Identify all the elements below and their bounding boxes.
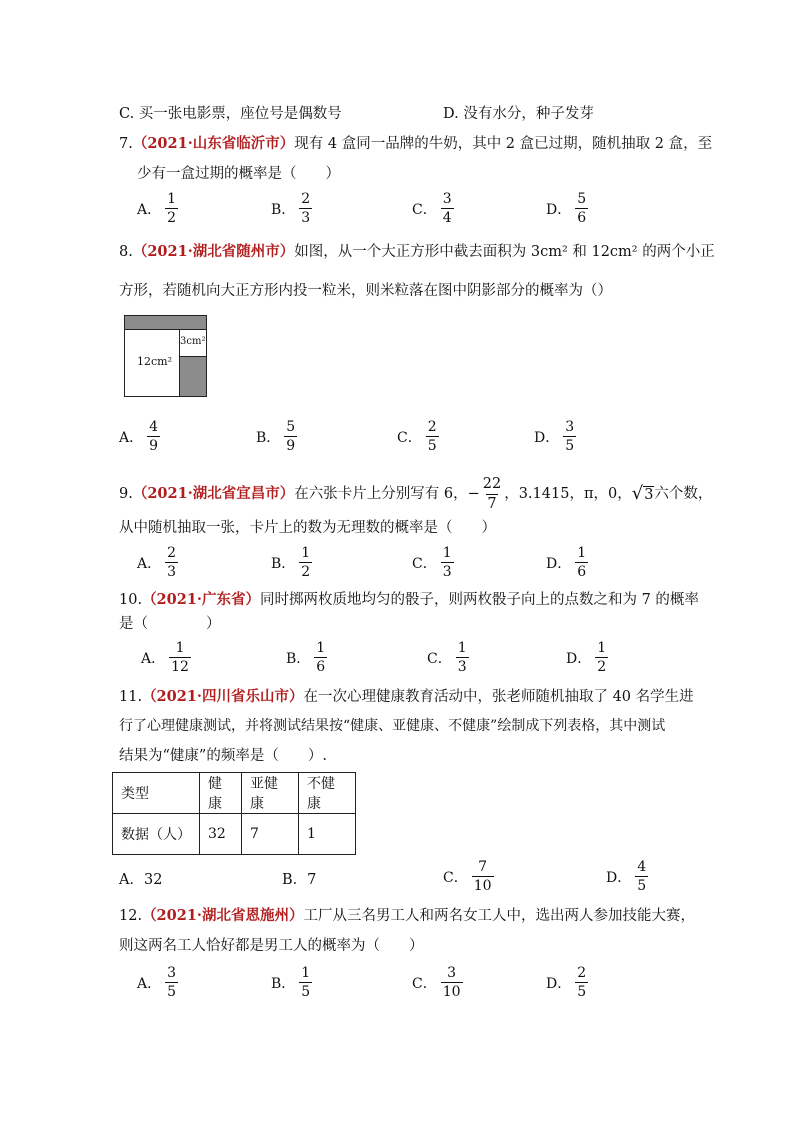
- q6-option-c: C. 买一张电影票，座位号是偶数号: [119, 106, 342, 122]
- q8-square-figure: [124, 315, 207, 397]
- option-label: C．: [412, 555, 437, 572]
- numerator: 1: [457, 640, 467, 656]
- q8-option-b: [256, 420, 297, 453]
- option-label: A．: [119, 429, 144, 446]
- denominator: 7: [487, 495, 497, 512]
- fraction: [284, 420, 297, 453]
- denominator: 12: [171, 659, 189, 675]
- q12-text1: 工厂从三名男工人和两名女工人中，选出两人参加技能大赛，: [303, 908, 695, 924]
- fraction: [575, 966, 588, 999]
- numerator: 3: [167, 965, 177, 981]
- q9-source: （2021·湖北省宜昌市）: [132, 485, 295, 502]
- table-cell: 1: [299, 814, 356, 855]
- q7-text1: 现有 4 盒同一品牌的牛奶，其中 2 盒已过期，随机抽取 2 盒，至: [294, 136, 713, 152]
- q12-number: 12.: [119, 908, 143, 924]
- fraction: [563, 420, 576, 453]
- numerator: 3: [447, 965, 457, 981]
- q9-option-c: [412, 546, 454, 579]
- numerator: 3: [442, 191, 452, 207]
- q8-number: 8.: [119, 244, 133, 260]
- table-header-cell: 健康: [200, 773, 242, 814]
- table-header-cell: 不健康: [299, 773, 356, 814]
- numerator: 1: [597, 640, 607, 656]
- q9-stem-line1: [119, 474, 712, 514]
- q12-stem-line2: 则这两名工人恰好都是男工人的概率为（ ）: [119, 938, 424, 954]
- numerator: 5: [286, 419, 296, 435]
- radicand: 3: [644, 487, 654, 503]
- numerator: 1: [301, 965, 311, 981]
- q8-option-a: [119, 420, 160, 453]
- option-label: D．: [534, 429, 560, 446]
- q6-option-d: D. 没有水分，种子发芽: [443, 106, 594, 122]
- denominator: 4: [442, 210, 452, 226]
- fraction: [147, 420, 160, 453]
- q9-option-a: [137, 546, 178, 579]
- fraction: [575, 546, 588, 579]
- q8-large-square: [125, 329, 180, 396]
- table-row: [113, 773, 356, 814]
- q8-stem-line1: [119, 242, 715, 262]
- q9-sqrt: [632, 485, 655, 503]
- q9-fraction: [482, 477, 502, 511]
- option-label: B．: [271, 555, 296, 572]
- option-label: C．: [397, 429, 422, 446]
- numerator: 2: [577, 965, 587, 981]
- q7-option-c: [412, 192, 454, 225]
- q10-option-b: [286, 641, 327, 674]
- fraction: [441, 546, 454, 579]
- numerator: 2: [167, 545, 177, 561]
- q12-option-c: [412, 966, 463, 999]
- q9-text-c: 六个数，: [654, 486, 713, 502]
- fraction: [472, 860, 494, 893]
- q8-option-d: [534, 420, 576, 453]
- q11-option-a: A．32: [119, 872, 163, 888]
- numerator: 1: [442, 545, 452, 561]
- q8-large-square-label: 12cm²: [137, 355, 172, 368]
- denominator: 9: [149, 438, 159, 454]
- option-label: D．: [546, 555, 572, 572]
- fraction: [595, 641, 608, 674]
- numerator: 1: [175, 640, 185, 656]
- numerator: 7: [478, 859, 488, 875]
- denominator: 2: [167, 210, 177, 226]
- option-label: A．: [141, 650, 166, 667]
- q9-option-b: [271, 546, 312, 579]
- q9-number: 9.: [119, 486, 133, 502]
- table-row: [113, 814, 356, 855]
- fraction: [299, 546, 312, 579]
- q8-option-c: [397, 420, 439, 453]
- fraction: [441, 966, 463, 999]
- numerator: 1: [167, 191, 177, 207]
- option-label: D．: [546, 975, 572, 992]
- numerator: 22: [482, 476, 502, 492]
- q11-number: 11.: [119, 689, 143, 705]
- option-label: C．: [443, 869, 468, 886]
- q10-stem-line2: 是（ ）: [119, 616, 221, 632]
- fraction: [575, 192, 588, 225]
- option-label: C．: [412, 975, 437, 992]
- q8-text1: 如图，从一个大正方形中截去面积为 3cm² 和 12cm² 的两个小正: [294, 244, 715, 260]
- q9-option-d: [546, 546, 588, 579]
- fraction: [299, 966, 312, 999]
- q11-text1: 在一次心理健康教育活动中，张老师随机抽取了 40 名学生进: [303, 689, 694, 705]
- table-cell: 数据（人）: [113, 814, 200, 855]
- q7-number: 7.: [119, 136, 133, 152]
- denominator: 6: [577, 564, 587, 580]
- q11-option-b: B．7: [282, 872, 317, 888]
- denominator: 6: [316, 659, 326, 675]
- denominator: 2: [597, 659, 607, 675]
- q10-source: （2021·广东省）: [142, 591, 260, 608]
- q7-option-d: [546, 192, 588, 225]
- denominator: 5: [637, 878, 647, 894]
- option-label: A．: [137, 555, 162, 572]
- q7-source: （2021·山东省临沂市）: [132, 135, 295, 152]
- q12-option-d: [546, 966, 588, 999]
- q10-option-a: [141, 641, 191, 674]
- fraction: [426, 420, 439, 453]
- option-label: B．: [286, 650, 311, 667]
- q11-stem-line2: 行了心理健康测试，并将测试结果按“健康、亚健康、不健康”绘制成下列表格，其中测试: [119, 718, 666, 734]
- denominator: 5: [301, 984, 311, 1000]
- fraction: [169, 641, 191, 674]
- option-label: D．: [606, 869, 632, 886]
- option-label: D．: [546, 201, 572, 218]
- denominator: 9: [286, 438, 296, 454]
- denominator: 3: [167, 564, 177, 580]
- fraction: [456, 641, 469, 674]
- q11-option-d: [606, 860, 648, 893]
- q7-option-b: [271, 192, 312, 225]
- q10-option-d: [566, 641, 608, 674]
- denominator: 5: [167, 984, 177, 1000]
- denominator: 6: [577, 210, 587, 226]
- q11-stem-line3: 结果为“健康”的频率是（ ）.: [119, 748, 327, 764]
- fraction: [299, 192, 312, 225]
- q9-text-b: ，3.1415，π，0，: [504, 486, 632, 502]
- q9-stem-line2: 从中随机抽取一张，卡片上的数为无理数的概率是（ ）: [119, 520, 496, 536]
- q11-source: （2021·四川省乐山市）: [142, 688, 304, 705]
- q10-stem-line1: [119, 590, 699, 610]
- q12-stem-line1: [119, 906, 695, 926]
- numerator: 1: [577, 545, 587, 561]
- numerator: 4: [637, 859, 647, 875]
- option-label: B．: [271, 201, 296, 218]
- denominator: 5: [427, 438, 437, 454]
- q8-stem-line2: 方形，若随机向大正方形内投一粒米，则米粒落在图中阴影部分的概率为（）: [119, 283, 612, 299]
- denominator: 2: [301, 564, 311, 580]
- numerator: 3: [565, 419, 575, 435]
- numerator: 2: [301, 191, 311, 207]
- table-cell: 7: [242, 814, 299, 855]
- denominator: 10: [473, 878, 492, 894]
- q9-minus: −: [467, 486, 480, 502]
- numerator: 1: [301, 545, 311, 561]
- fraction: [314, 641, 327, 674]
- q9-text-a: 在六张卡片上分别写有 6，: [294, 486, 468, 502]
- denominator: 3: [457, 659, 467, 675]
- option-label: C．: [412, 201, 437, 218]
- option-label: C．: [427, 650, 452, 667]
- q7-option-a: [137, 192, 178, 225]
- fraction: [165, 966, 178, 999]
- q11-data-table: [112, 772, 356, 855]
- denominator: 3: [301, 210, 311, 226]
- denominator: 5: [577, 984, 587, 1000]
- option-label: B．: [256, 429, 281, 446]
- q10-text1: 同时掷两枚质地均匀的骰子，则两枚骰子向上的点数之和为 7 的概率: [259, 592, 699, 608]
- option-label: B．: [271, 975, 296, 992]
- q10-option-c: [427, 641, 469, 674]
- q12-option-a: [137, 966, 178, 999]
- fraction: [441, 192, 454, 225]
- q12-source: （2021·湖北省恩施州）: [142, 907, 304, 924]
- q8-source: （2021·湖北省随州市）: [132, 243, 295, 260]
- q12-option-b: [271, 966, 312, 999]
- fraction: [635, 860, 648, 893]
- q10-number: 10.: [119, 592, 143, 608]
- q11-stem-line1: [119, 687, 694, 707]
- option-label: A．: [137, 201, 162, 218]
- q8-small-square-label: 3cm²: [180, 336, 206, 347]
- q7-stem-line1: [119, 134, 712, 154]
- denominator: 3: [442, 564, 452, 580]
- radical-sign-icon: √: [631, 483, 644, 504]
- fraction: [165, 546, 178, 579]
- option-label: D．: [566, 650, 592, 667]
- table-header-cell: 类型: [113, 773, 200, 814]
- table-cell: 32: [200, 814, 242, 855]
- q11-option-c: [443, 860, 494, 893]
- fraction: [165, 192, 178, 225]
- numerator: 5: [577, 191, 587, 207]
- numerator: 4: [149, 419, 159, 435]
- denominator: 5: [565, 438, 575, 454]
- numerator: 1: [316, 640, 326, 656]
- q7-stem-line2: 少有一盒过期的概率是（ ）: [137, 166, 340, 182]
- table-header-cell: 亚健康: [242, 773, 299, 814]
- option-label: A．: [137, 975, 162, 992]
- q8-small-square: [179, 329, 206, 357]
- numerator: 2: [427, 419, 437, 435]
- denominator: 10: [442, 984, 461, 1000]
